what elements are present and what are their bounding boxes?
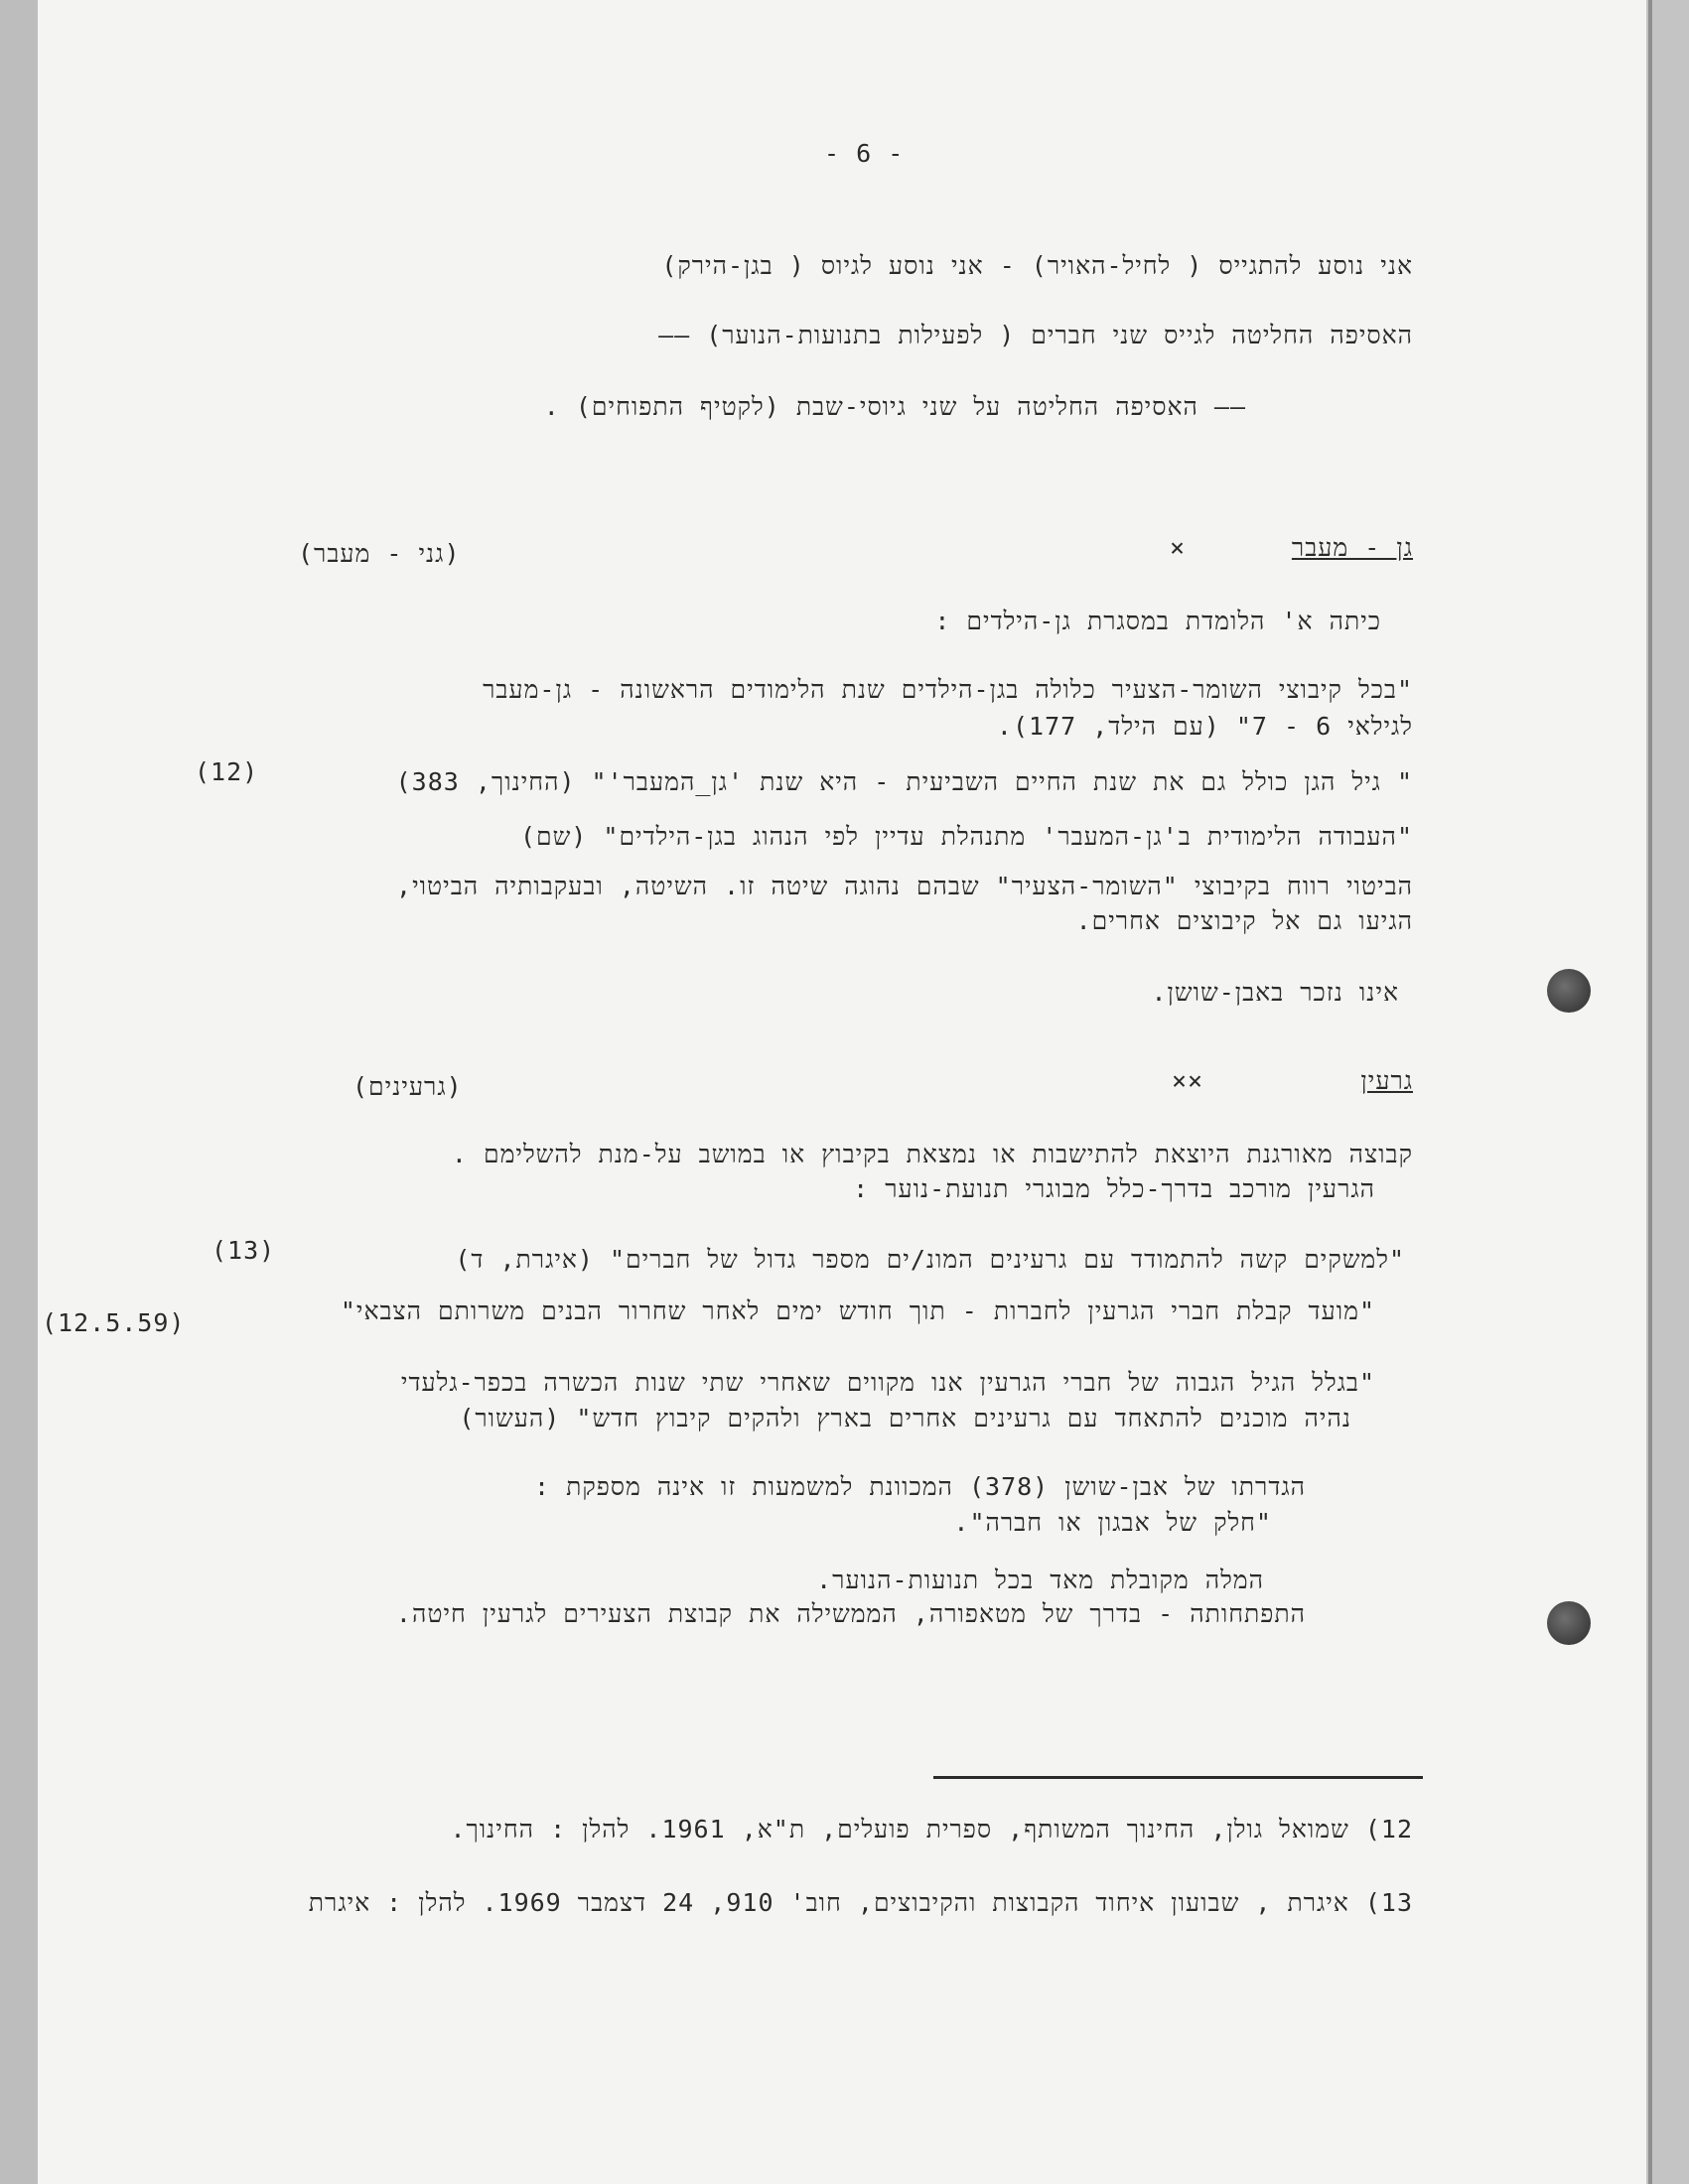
punch-hole bbox=[1547, 1601, 1591, 1645]
quote: נהיה מוכנים להתאחד עם גרעינים אחרים בארץ ולהקים קיבוץ חדש" (העשור) bbox=[459, 1404, 1351, 1433]
paragraph-line: הביטוי רווח בקיבוצי "השומר-הצעיר" שבהם נהוגה שיטה זו. השיטה, ובעקבותיה הביטוי, bbox=[396, 872, 1413, 900]
quote: לגילאי 6 - 7" (עם הילד, 177). bbox=[996, 712, 1413, 741]
quote: "למשקים קשה להתמודד עם גרעינים המונ/ים מספר גדול של חברים" (איגרת, ד) bbox=[455, 1245, 1405, 1274]
term-heading: גן - מעבר bbox=[1291, 533, 1413, 562]
footnote: 12) שמואל גולן, החינוך המשותף, ספרית פועלים, ת"א, 1961. להלן : החינוך. bbox=[450, 1815, 1413, 1843]
term-marker: × bbox=[1170, 533, 1187, 562]
text-line: —— האסיפה החליטה על שני גיוסי-שבת (לקטיף התפוחים) . bbox=[543, 392, 1246, 421]
date: (12.5.59) bbox=[42, 1308, 186, 1337]
footnote-ref: (13) bbox=[211, 1236, 276, 1265]
quote: " גיל הגן כולל גם את שנת החיים השביעית - היא שנת 'גן_המעבר'" (החינוך, 383) bbox=[395, 767, 1413, 796]
definition-line: הגרעין מורכב בדרך-כלל מבוגרי תנועת-נוער : bbox=[853, 1174, 1375, 1203]
page-number: - 6 - bbox=[824, 139, 905, 168]
term-heading: גרעין bbox=[1360, 1066, 1413, 1095]
term-subtitle: כיתה א' הלומדת במסגרת גן-הילדים : bbox=[934, 607, 1381, 635]
page-edge-line bbox=[1648, 0, 1652, 2184]
text-line: האסיפה החליטה לגייס שני חברים ( לפעילות בתנועות-הנוער) —— bbox=[658, 321, 1413, 349]
term-plural: (גני - מעבר) bbox=[298, 539, 461, 568]
quote: "העבודה הלימודית ב'גן-המעבר' מתנהלת עדיין לפי הנהוג בגן-הילדים" (שם) bbox=[519, 822, 1413, 851]
paragraph-line: הגיעו גם אל קיבוצים אחרים. bbox=[1075, 906, 1413, 935]
term-marker: ×× bbox=[1172, 1066, 1204, 1095]
paragraph-line: התפתחותה - בדרך של מטאפורה, הממשילה את קבוצת הצעירים לגרעין חיטה. bbox=[395, 1599, 1306, 1628]
footnote: 13) איגרת , שבועון איחוד הקבוצות והקיבוצים, חוב' 910, 24 דצמבר 1969. להלן : איגרת bbox=[308, 1888, 1413, 1917]
paragraph-line: המלה מקובלת מאד בכל תנועות-הנוער. bbox=[816, 1566, 1264, 1594]
quote: "מועד קבלת חברי הגרעין לחברות - תוך חודש ימים לאחר שחרור הבנים משרותם הצבאי" bbox=[340, 1297, 1375, 1325]
paragraph-line: "חלק של אבגון או חברה". bbox=[953, 1508, 1272, 1537]
quote: "בגלל הגיל הגבוה של חברי הגרעין אנו מקווים שאחרי שתי שנות הכשרה בכפר-גלעדי bbox=[400, 1368, 1375, 1397]
footnote-ref: (12) bbox=[195, 757, 259, 786]
term-plural: (גרעינים) bbox=[352, 1072, 463, 1101]
text-line: אני נוסע להתגייס ( לחיל-האויר) - אני נוסע לגיוס ( בגן-הירק) bbox=[661, 251, 1413, 280]
page-edge bbox=[1646, 0, 1689, 2184]
quote: "בכל קיבוצי השומר-הצעיר כלולה בגן-הילדים שנת הלימודים הראשונה - גן-מעבר bbox=[483, 675, 1413, 704]
definition-line: קבוצה מאורגנת היוצאת להתישבות או נמצאת בקיבוץ או במושב על-מנת להשלימם . bbox=[451, 1140, 1413, 1168]
paragraph-line: הגדרתו של אבן-שושן (378) המכוונת למשמעות זו אינה מספקת : bbox=[533, 1472, 1306, 1501]
paragraph-line: אינו נזכר באבן-שושן. bbox=[1151, 978, 1399, 1007]
footnote-separator bbox=[933, 1776, 1423, 1779]
punch-hole bbox=[1547, 969, 1591, 1013]
